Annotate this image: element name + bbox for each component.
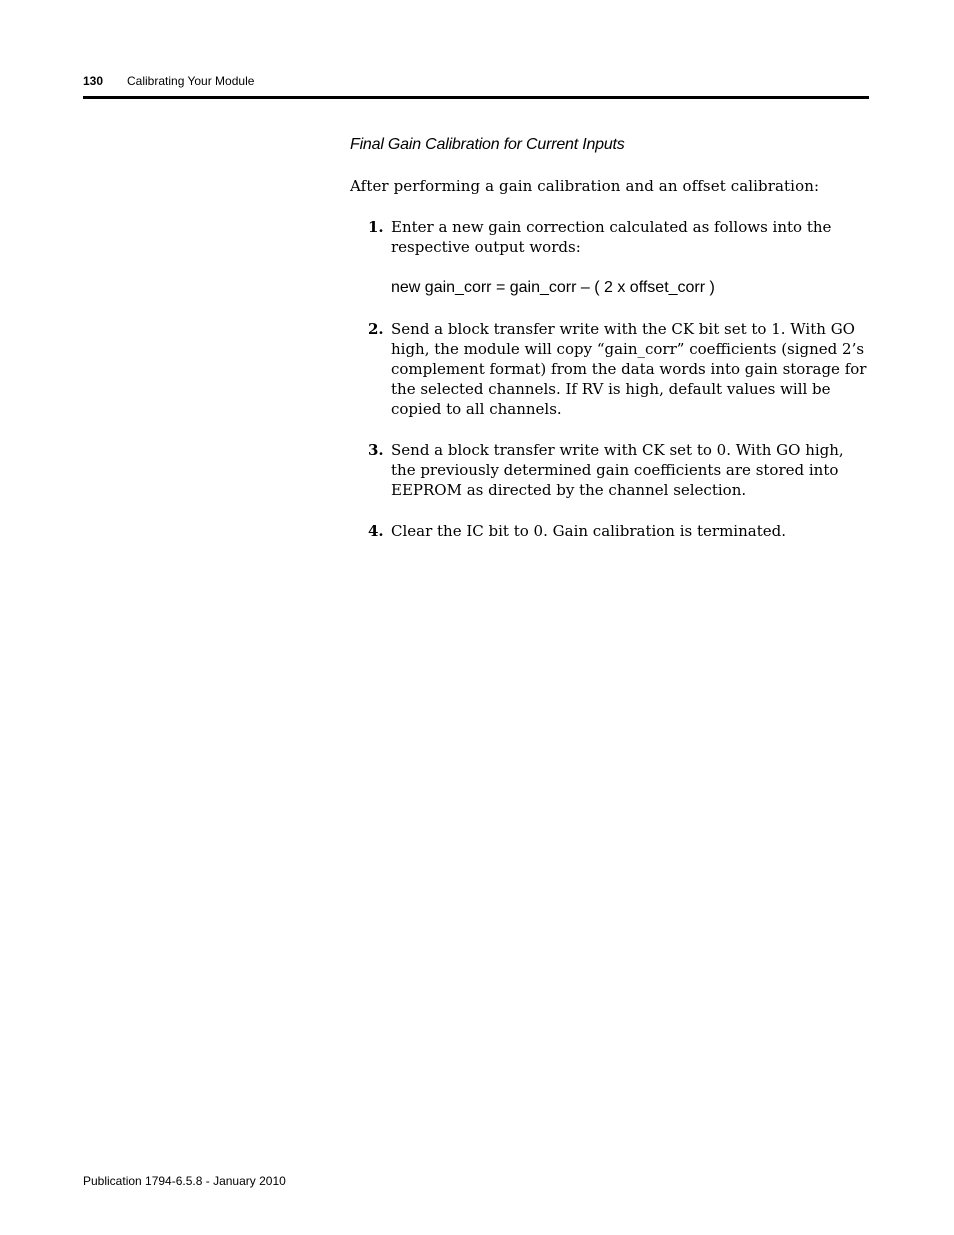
- step-text: Enter a new gain correction calculated as follows into the respective output words:: [391, 218, 832, 256]
- section-title: Final Gain Calibration for Current Inputs: [350, 136, 625, 153]
- step-number: 3.: [368, 441, 384, 459]
- main-content: [350, 132, 870, 541]
- step-text: Clear the IC bit to 0. Gain calibration is terminated.: [391, 522, 786, 540]
- page-number: 130: [83, 74, 104, 88]
- step-number: 1.: [368, 218, 384, 236]
- step-text: Send a block transfer write with CK set to 0. With GO high, the previously determined gain coefficients are stored into EEPROM as directed by the channel selection.: [391, 441, 844, 499]
- step-text: Send a block transfer write with the CK bit set to 1. With GO high, the module will copy “gain_corr” coefficients (signed 2’s complement format) from the data words into gain storage for the selected channels. If RV is high, default values will be copied to all channels.: [391, 320, 867, 418]
- intro-paragraph: After performing a gain calibration and an offset calibration:: [350, 177, 820, 195]
- steps-list: [350, 217, 870, 541]
- page-footer: [83, 1174, 286, 1188]
- step-item: [350, 319, 870, 419]
- step-item: [350, 440, 870, 500]
- step-number: 2.: [368, 320, 384, 338]
- publication-info: Publication 1794-6.5.8 - January 2010: [83, 1174, 286, 1188]
- step-number: 4.: [368, 522, 384, 540]
- page-header: [83, 72, 869, 92]
- step-item: [350, 217, 870, 298]
- step-item: [350, 521, 870, 541]
- running-head: Calibrating Your Module: [127, 74, 255, 88]
- header-rule: [83, 96, 869, 99]
- gain-formula: new gain_corr = gain_corr – ( 2 x offset_corr ): [391, 279, 715, 296]
